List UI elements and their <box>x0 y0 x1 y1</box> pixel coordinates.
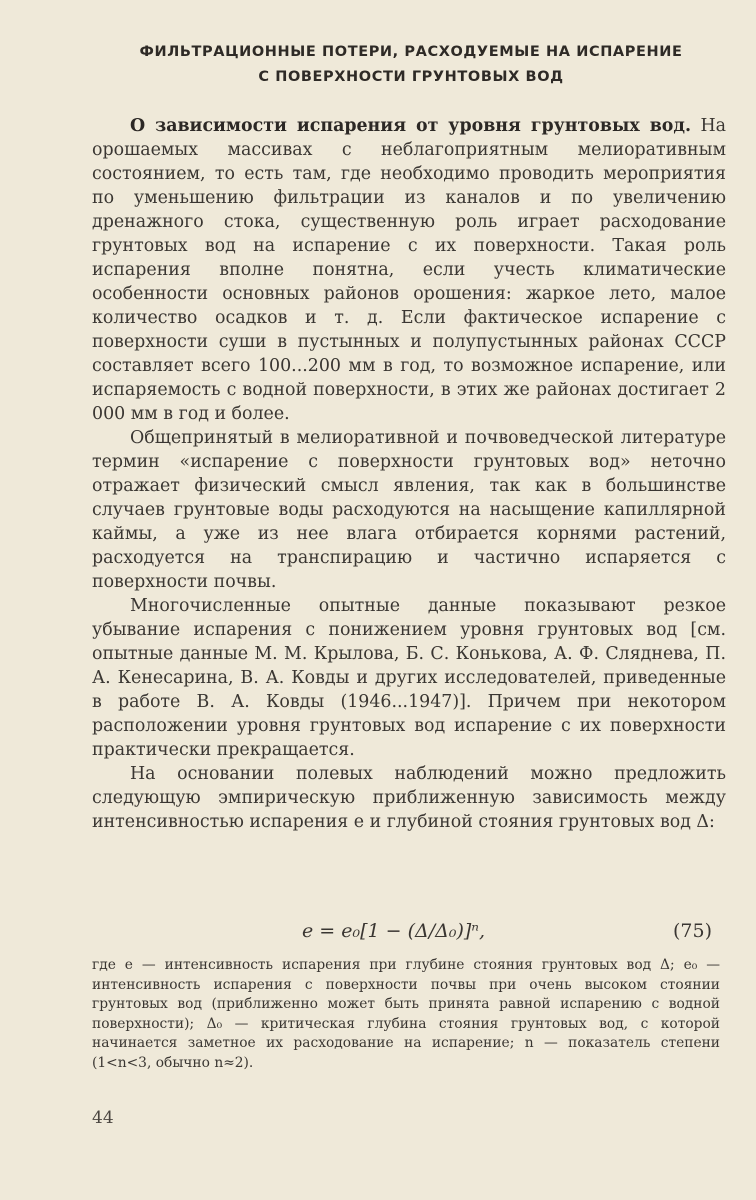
formula-number: (75) <box>672 920 712 942</box>
page-number: 44 <box>92 1108 114 1128</box>
paragraph-1-text: На орошаемых массивах с неблагоприятным мелиоративным состоянием, то есть там, где необходимо проводить мероприятия по уменьшению фильтрации из каналов и по увеличению дренажного стока, существенную роль играет расходование грунтовых вод на испарение с их поверхности. Такая роль испарения вполне понятна, если учесть климатические особенности основных районов орошения: жаркое лето, малое количество осадков и т. д. Если фактическое испарение с поверхности суши в пустынных и полупустынных районах СССР составляет всего 100...200 мм в год, то возможное испарение, или испаряемость с водной поверхности, в этих же районах достигает 2 000 мм в год и более. <box>92 116 726 424</box>
section-heading-line-1: ФИЛЬТРАЦИОННЫЕ ПОТЕРИ, РАСХОДУЕМЫЕ НА ИСПАРЕНИЕ <box>139 44 683 60</box>
formula-expression: e = e₀[1 − (Δ/Δ₀)]ⁿ, <box>302 920 486 942</box>
formula-explanation <box>92 956 720 1074</box>
formula-explanation-text: где e — интенсивность испарения при глубине стояния грунтовых вод Δ; e₀ — интенсивность испарения с поверхности почвы при очень высоком стоянии грунтовых вод (приближенно может быть принята равной испарению с водной поверхности); Δ₀ — критическая глубина стояния грунтовых вод, с которой начинается заметное их расходование на испарение; n — показатель степени (1<n<3, обычно n≈2). <box>92 957 720 1071</box>
paragraph-4: На основании полевых наблюдений можно предложить следующую эмпирическую приближенную зависимость между интенсивностью испарения e и глубиной стояния грунтовых вод Δ: <box>92 764 726 832</box>
paragraph-2: Общепринятый в мелиоративной и почвоведческой литературе термин «испарение с поверхности грунтовых вод» неточно отражает физический смысл явления, так как в большинстве случаев грунтовые воды расходуются на насыщение капиллярной каймы, а уже из нее влага отбирается корнями растений, расходуется на транспирацию и частично испаряется с поверхности почвы. <box>92 428 726 592</box>
paragraph-1 <box>92 114 726 426</box>
section-heading-line-2: С ПОВЕРХНОСТИ ГРУНТОВЫХ ВОД <box>258 69 564 85</box>
body-text <box>92 114 726 834</box>
paragraph-1-lead-in: О зависимости испарения от уровня грунтовых вод. <box>130 116 692 136</box>
formula-row <box>92 920 712 948</box>
paragraph-3: Многочисленные опытные данные показывают резкое убывание испарения с понижением уровня грунтовых вод [см. опытные данные М. М. Крылова, Б. С. Конькова, А. Ф. Сляднева, П. А. Кенесарина, В. А. Ковды и других исследователей, приведенные в работе В. А. Ковды (1946...1947)]. Причем при некотором расположении уровня грунтовых вод испарение с их поверхности практически прекращается. <box>92 596 726 760</box>
